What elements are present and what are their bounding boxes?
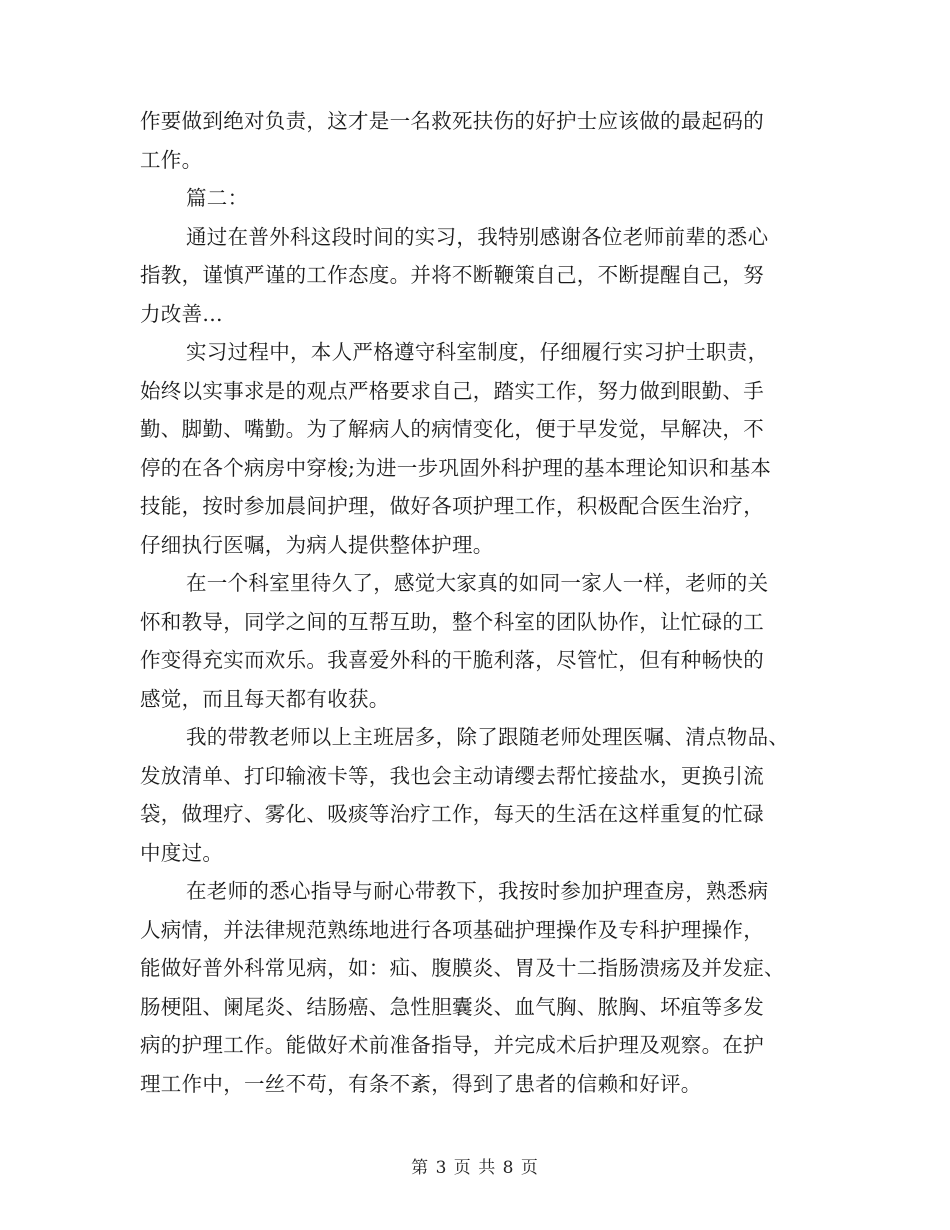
text-line: 停的在各个病房中穿梭;为进一步巩固外科护理的基本理论知识和基本 <box>140 455 772 480</box>
text-line: 仔细执行医嘱，为病人提供整体护理。 <box>140 532 494 557</box>
text-line: 怀和教导，同学之间的互帮互助，整个科室的团队协作，让忙碌的工 <box>140 609 764 634</box>
text-line: 袋，做理疗、雾化、吸痰等治疗工作，每天的生活在这样重复的忙碌 <box>140 802 764 826</box>
text-line: 始终以实事求是的观点严格要求自己，踏实工作，努力做到眼勤、手 <box>140 378 764 403</box>
text-line: 在老师的悉心指导与耐心带教下，我按时参加护理查房，熟悉病 <box>186 879 769 903</box>
text-line: 能做好普外科常见病，如：疝、腹膜炎、胃及十二指肠溃疡及并发症、 <box>140 956 785 980</box>
text-line: 力改善... <box>140 301 223 326</box>
text-line: 技能，按时参加晨间护理，做好各项护理工作，积极配合医生治疗， <box>140 494 764 518</box>
text-line: 人病情，并法律规范熟练地进行各项基础护理操作及专科护理操作， <box>140 917 764 942</box>
text-line: 作要做到绝对负责，这才是一名救死扶伤的好护士应该做的最起码的 <box>140 109 764 133</box>
text-line: 肠梗阻、阑尾炎、结肠癌、急性胆囊炎、血气胸、脓胸、坏疽等多发 <box>140 994 764 1019</box>
text-line: 中度过。 <box>140 840 224 865</box>
text-line: 勤、脚勤、嘴勤。为了解病人的病情变化，便于早发觉，早解决，不 <box>140 417 764 441</box>
text-line: 病的护理工作。能做好术前准备指导，并完成术后护理及观察。在护 <box>140 1033 764 1057</box>
page-number-footer: 第 3 页 共 8 页 <box>411 1158 539 1178</box>
text-line: 作变得充实而欢乐。我喜爱外科的干脆利落，尽管忙，但有种畅快的 <box>140 648 764 672</box>
text-line: 工作。 <box>140 147 203 172</box>
document-body <box>140 102 820 1103</box>
text-line: 指教，谨慎严谨的工作态度。并将不断鞭策自己，不断提醒自己，努 <box>140 263 764 287</box>
text-line: 我的带教老师以上主班居多，除了跟随老师处理医嘱、清点物品、 <box>186 725 790 749</box>
text-line: 理工作中，一丝不苟，有条不紊，得到了患者的信赖和好评。 <box>140 1071 702 1096</box>
text-line: 通过在普外科这段时间的实习，我特别感谢各位老师前辈的悉心 <box>186 224 769 249</box>
text-line: 在一个科室里待久了，感觉大家真的如同一家人一样，老师的关 <box>186 571 769 595</box>
text-line: 发放清单、打印输液卡等，我也会主动请缨去帮忙接盐水，更换引流 <box>140 763 764 788</box>
text-line: 实习过程中，本人严格遵守科室制度，仔细履行实习护士职责， <box>186 340 769 364</box>
section-heading: 篇二： <box>186 186 249 210</box>
text-line: 感觉，而且每天都有收获。 <box>140 686 390 711</box>
